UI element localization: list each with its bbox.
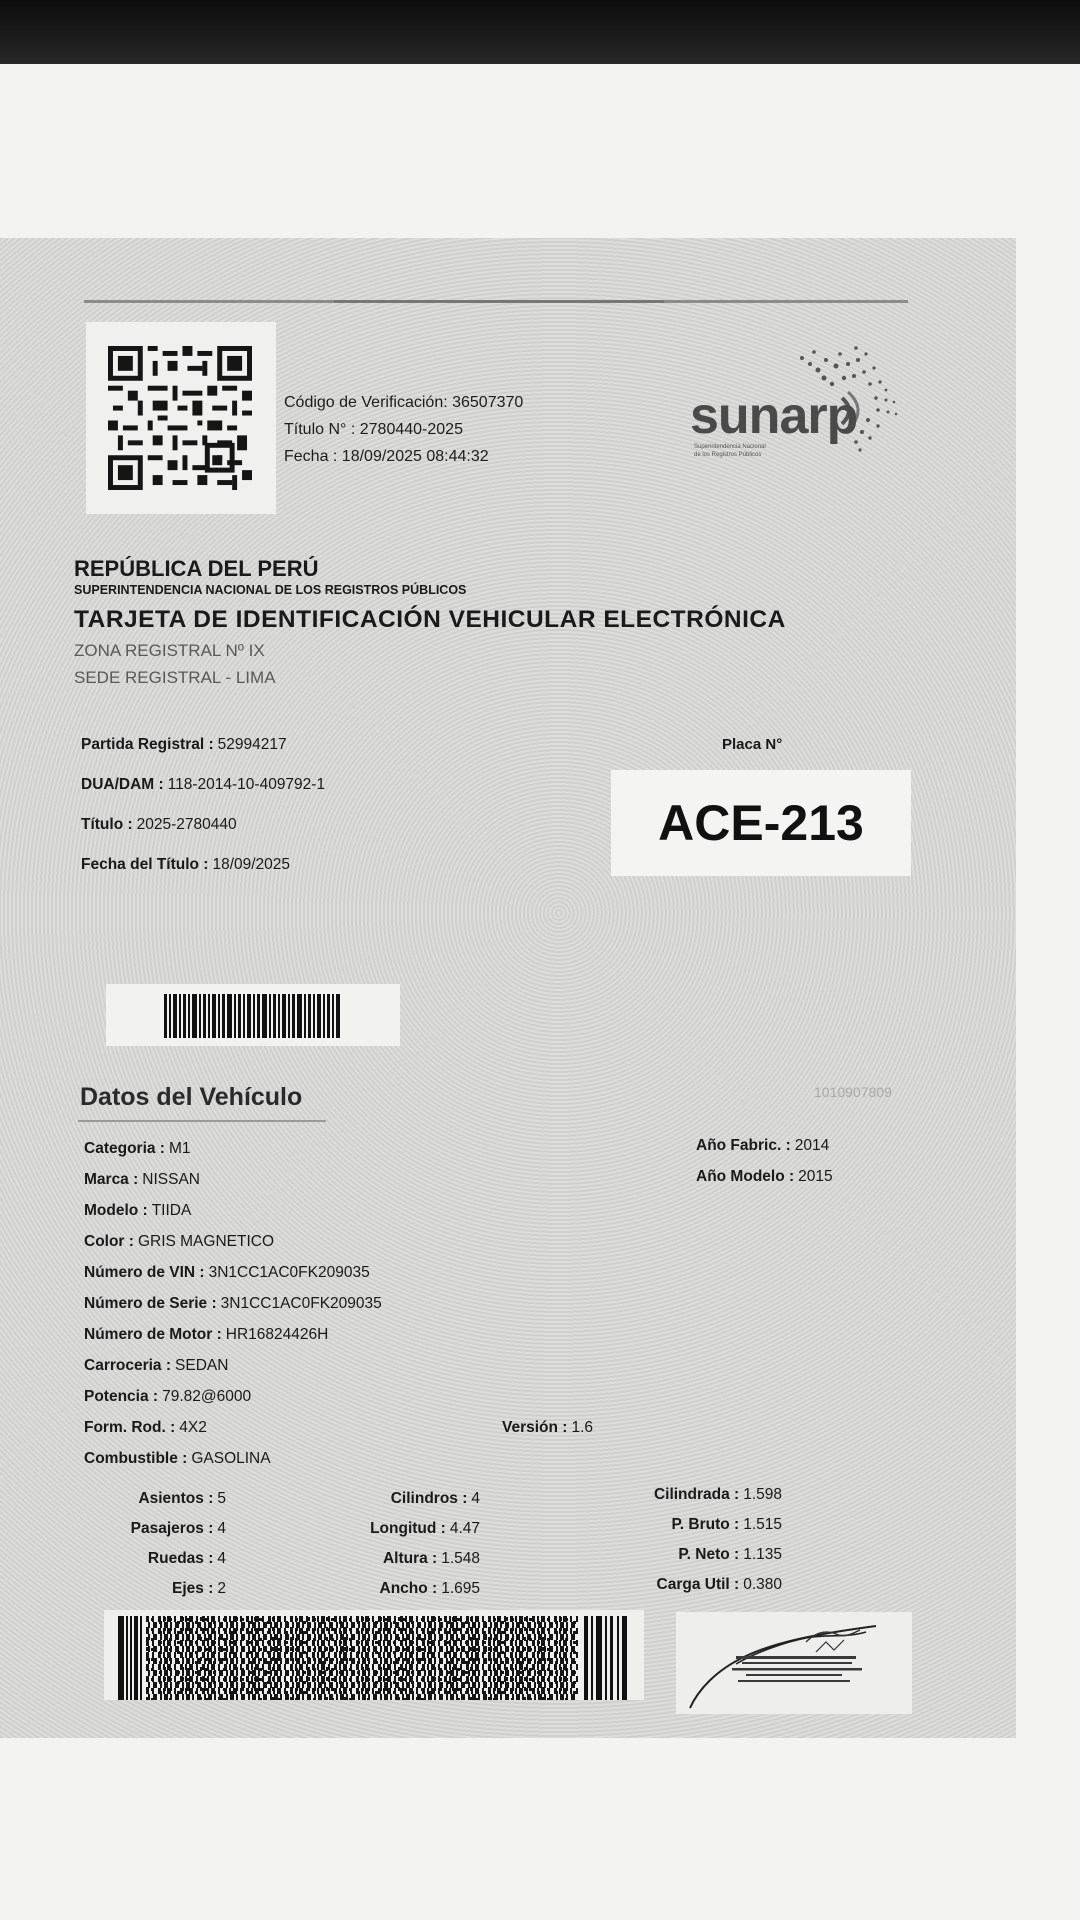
pdf417-barcode [104, 1610, 644, 1700]
top-rule [84, 300, 334, 303]
logo-subtitle: de los Registros Públicos [694, 452, 762, 458]
field-ancho: Ancho : 1.695 [379, 1580, 480, 1597]
qr-code-icon [108, 346, 252, 490]
field-motor: Número de Motor : HR16824426H [84, 1326, 329, 1343]
field-p-bruto: P. Bruto : 1.515 [671, 1516, 782, 1533]
field-carroceria: Carroceria : SEDAN [84, 1357, 229, 1374]
field-combustible: Combustible : GASOLINA [84, 1450, 271, 1467]
field-pasajeros: Pasajeros : 4 [130, 1520, 226, 1537]
verification-titulo: Título N° : 2780440-2025 [284, 421, 463, 438]
field-categoria: Categoria : M1 [84, 1140, 191, 1157]
sunarp-wordmark: sunarp [690, 387, 858, 445]
card-serial-number: 1010907809 [814, 1084, 892, 1100]
heading-republica: REPÚBLICA DEL PERÚ [74, 556, 319, 581]
document-title: TARJETA DE IDENTIFICACIÓN VEHICULAR ELECTRÓNICA [74, 606, 786, 633]
qr-code [86, 322, 276, 514]
verification-fecha: Fecha : 18/09/2025 08:44:32 [284, 448, 489, 465]
field-ruedas: Ruedas : 4 [147, 1550, 226, 1567]
field-altura: Altura : 1.548 [382, 1550, 480, 1567]
placa-value: ACE-213 [658, 795, 864, 851]
field-serie: Número de Serie : 3N1CC1AC0FK209035 [84, 1295, 382, 1312]
zona-registral: ZONA REGISTRAL Nº IX [74, 641, 265, 660]
field-carga-util: Carga Util : 0.380 [656, 1576, 782, 1593]
section-divider [78, 1120, 326, 1122]
field-titulo: Título : 2025-2780440 [81, 816, 237, 833]
background-dark-edge [0, 0, 1080, 72]
field-form-rod: Form. Rod. : 4X2 [84, 1419, 207, 1436]
field-cilindrada: Cilindrada : 1.598 [653, 1486, 782, 1503]
field-anio-modelo: Año Modelo : 2015 [696, 1168, 833, 1185]
section-title-datos: Datos del Vehículo [80, 1083, 303, 1111]
field-p-neto: P. Neto : 1.135 [678, 1546, 782, 1563]
field-modelo: Modelo : TIIDA [84, 1202, 192, 1219]
logo-subtitle: Superintendencia Nacional [694, 444, 766, 450]
top-rule [664, 300, 908, 303]
field-anio-fabric: Año Fabric. : 2014 [696, 1137, 830, 1154]
field-marca: Marca : NISSAN [84, 1171, 200, 1188]
signature-stamp [676, 1612, 912, 1714]
field-vin: Número de VIN : 3N1CC1AC0FK209035 [84, 1264, 370, 1281]
verification-code: Código de Verificación: 36507370 [284, 394, 524, 411]
field-potencia: Potencia : 79.82@6000 [84, 1388, 252, 1405]
field-asientos: Asientos : 5 [138, 1490, 226, 1507]
placa-box [611, 770, 911, 876]
field-version: Versión : 1.6 [502, 1419, 594, 1436]
placa-label: Placa N° [722, 736, 783, 753]
field-longitud: Longitud : 4.47 [370, 1520, 480, 1537]
signature-icon [676, 1612, 912, 1714]
top-rule [334, 300, 664, 303]
barcode-icon [164, 994, 344, 1038]
field-ejes: Ejes : 2 [172, 1580, 226, 1597]
sede-registral: SEDE REGISTRAL - LIMA [74, 668, 276, 687]
barcode [106, 984, 400, 1046]
field-dua: DUA/DAM : 118-2014-10-409792-1 [81, 776, 326, 793]
heading-superintendencia: SUPERINTENDENCIA NACIONAL DE LOS REGISTROS PÚBLICOS [74, 583, 467, 597]
pdf417-barcode-icon [114, 1616, 644, 1700]
field-fecha-titulo: Fecha del Título : 18/09/2025 [81, 856, 291, 873]
field-color: Color : GRIS MAGNETICO [84, 1233, 275, 1250]
field-partida: Partida Registral : 52994217 [81, 736, 287, 753]
field-cilindros: Cilindros : 4 [390, 1490, 480, 1507]
